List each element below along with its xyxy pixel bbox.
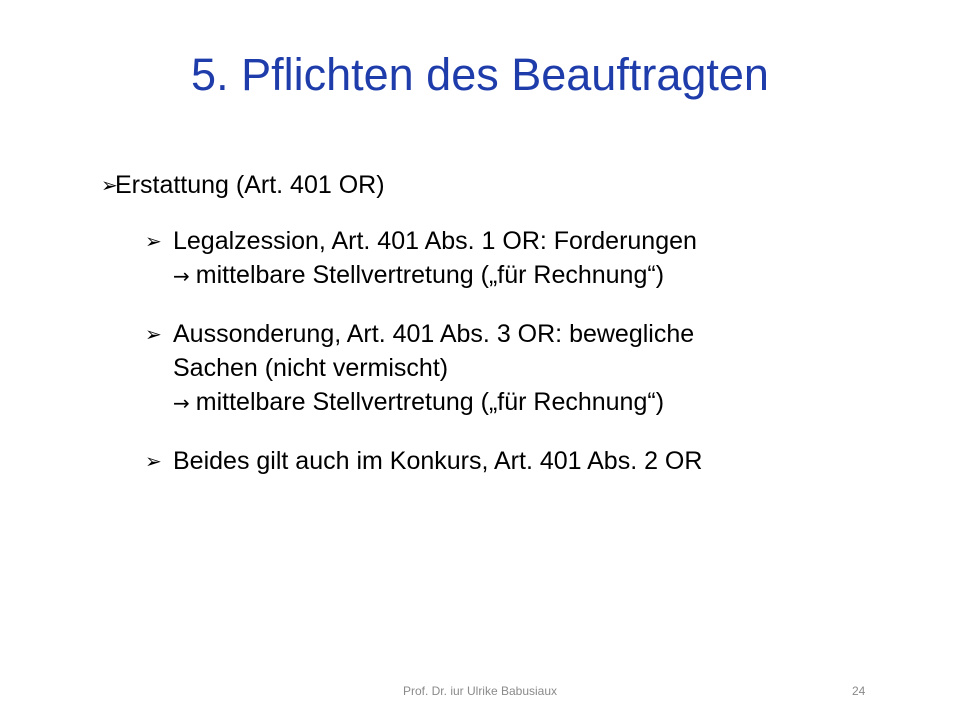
arrow-bullet-icon: ➢ [145,449,162,473]
bullet-label: Erstattung (Art. 401 OR) [115,171,385,199]
slide-title: 5. Pflichten des Beauftragten [191,49,769,100]
arrow-bullet-icon: ➢ [145,322,162,346]
footer-author: Prof. Dr. iur Ulrike Babusiaux [402,684,558,698]
right-arrow-icon: → [173,264,190,288]
arrow-bullet-icon: ➢ [145,229,162,253]
sub-bullet-aussonderung [145,317,923,420]
page-number: 24 [852,684,866,698]
sub-bullet-text: Legalzession, Art. 401 Abs. 1 OR: Forderungen [173,227,697,255]
sub-bullet-text: Beides gilt auch im Konkurs, Art. 401 Abs. 2 OR [173,447,703,475]
sub-bullet-consequence [173,385,923,420]
arrow-bullet-icon: ➢ [101,173,118,197]
bullet-item-erstattung [103,168,923,202]
sub-bullet-text-continued: Sachen (nicht vermischt) [173,354,449,382]
slide-content [103,168,923,502]
sub-bullet-consequence [173,258,923,293]
consequence-text: mittelbare Stellvertretung („für Rechnung“) [195,261,665,289]
right-arrow-icon: → [173,391,190,415]
sub-bullet-text: Aussonderung, Art. 401 Abs. 3 OR: bewegliche [173,320,695,348]
consequence-text: mittelbare Stellvertretung („für Rechnung“) [195,388,665,416]
sub-bullet-konkurs [145,444,923,478]
sub-bullet-legalzession [145,224,923,293]
